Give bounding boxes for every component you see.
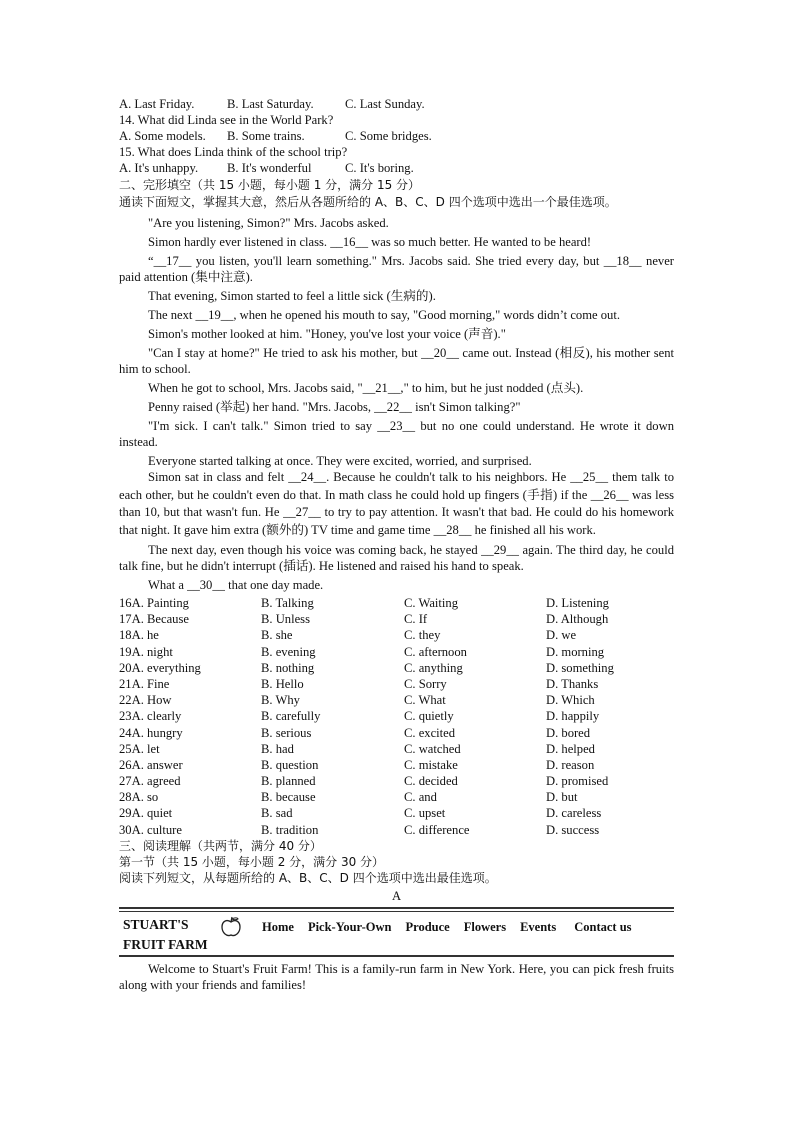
farm-brand bbox=[123, 915, 208, 955]
choice-option: D. morning bbox=[546, 644, 605, 659]
nav-item-flowers[interactable]: Flowers bbox=[463, 919, 507, 934]
choice-option: B. nothing bbox=[261, 660, 315, 675]
passage-paragraph: The next day, even though his voice was coming back, he stayed __29__ again. The third day, he could talk fine, but he didn't interrupt (插话). He listened and raised his hand to speak. bbox=[119, 543, 674, 573]
choice-option: 19A. night bbox=[119, 644, 173, 659]
choice-option: 21A. Fine bbox=[119, 676, 170, 691]
cloze-choices bbox=[119, 595, 674, 838]
nav-item-produce[interactable]: Produce bbox=[405, 919, 450, 934]
choice-option: 22A. How bbox=[119, 693, 172, 708]
passage-paragraph: What a __30__ that one day made. bbox=[148, 578, 324, 592]
choice-option: D. we bbox=[546, 628, 577, 643]
choice-option: 29A. quiet bbox=[119, 806, 173, 821]
choice-option: D. but bbox=[546, 790, 578, 805]
choice-option: 28A. so bbox=[119, 790, 159, 805]
q14-question: 14. What did Linda see in the World Park? bbox=[119, 113, 334, 127]
brand-line1: STUART'S bbox=[123, 916, 189, 932]
q15-options bbox=[119, 160, 674, 176]
cloze-passage bbox=[119, 215, 674, 593]
choice-option: D. success bbox=[546, 822, 600, 837]
passage-paragraph: Everyone started talking at once. They were excited, worried, and surprised. bbox=[148, 454, 532, 468]
passage-paragraph: That evening, Simon started to feel a little sick (生病的). bbox=[148, 289, 436, 303]
choice-option: B. serious bbox=[261, 725, 312, 740]
choice-option: C. upset bbox=[404, 806, 446, 821]
nav-item-pick-your-own[interactable]: Pick-Your-Own bbox=[307, 919, 392, 934]
reading-instruction: 阅读下列短文，从每题所给的 A、B、C、D 四个选项中选出最佳选项。 bbox=[119, 870, 497, 885]
farm-website-header bbox=[119, 907, 674, 957]
farm-nav bbox=[262, 919, 632, 935]
choice-option: C. excited bbox=[404, 725, 456, 740]
choice-option: C. mistake bbox=[404, 757, 458, 772]
q14-options bbox=[119, 128, 674, 144]
choice-option: D. something bbox=[546, 660, 614, 675]
choice-option: C. Sorry bbox=[404, 676, 447, 691]
choice-option: D. Thanks bbox=[546, 676, 599, 691]
choice-option: 16A. Painting bbox=[119, 596, 189, 610]
choice-option: B. Unless bbox=[261, 612, 310, 627]
choice-option: C. anything bbox=[404, 660, 463, 675]
passage-paragraph: "Are you listening, Simon?" Mrs. Jacobs asked. bbox=[148, 216, 389, 230]
choice-option: B. planned bbox=[261, 774, 316, 789]
choice-option: B. had bbox=[261, 741, 294, 756]
exam-page bbox=[119, 96, 674, 993]
choice-option: B. Talking bbox=[261, 596, 314, 610]
option: B. Some trains. bbox=[227, 129, 305, 143]
choice-option: C. decided bbox=[404, 774, 458, 789]
passage-paragraph: Penny raised (举起) her hand. "Mrs. Jacobs, __22__ isn't Simon talking?" bbox=[148, 400, 521, 414]
choice-option: D. careless bbox=[546, 806, 602, 821]
passage-paragraph: “__17__ you listen, you'll learn something." Mrs. Jacobs said. She tried every day, but __18__ never paid attention (集中注意). bbox=[119, 254, 674, 284]
passage-paragraph: "Can I stay at home?" He tried to ask his mother, but __20__ came out. Instead (相反), his mother sent him to school. bbox=[119, 346, 674, 376]
choice-option: B. Why bbox=[261, 693, 300, 708]
choice-option: B. because bbox=[261, 790, 316, 805]
choice-option: D. bored bbox=[546, 725, 591, 740]
choice-option: C. What bbox=[404, 693, 446, 708]
brand-line2: FRUIT FARM bbox=[123, 936, 208, 952]
passage-paragraph: Simon hardly ever listened in class. __16__ was so much better. He wanted to be heard! bbox=[148, 235, 592, 249]
option: A. Last Friday. bbox=[119, 97, 195, 111]
choice-option: B. question bbox=[261, 757, 319, 772]
choice-option: D. reason bbox=[546, 757, 595, 772]
option: A. It's unhappy. bbox=[119, 161, 199, 175]
cloze-heading: 二、完形填空（共 15 小题，每小题 1 分，满分 15 分） bbox=[119, 178, 421, 192]
passage-label: A bbox=[391, 888, 402, 903]
choice-option: 30A. culture bbox=[119, 822, 182, 837]
choice-option: 20A. everything bbox=[119, 660, 201, 675]
nav-item-home[interactable]: Home bbox=[262, 919, 294, 934]
choice-option: C. quietly bbox=[404, 709, 454, 724]
option: C. Last Sunday. bbox=[345, 97, 425, 111]
choice-option: B. tradition bbox=[261, 822, 319, 837]
choice-option: C. afternoon bbox=[404, 644, 467, 659]
passage-paragraph: When he got to school, Mrs. Jacobs said, "__21__," to him, but he just nodded (点头). bbox=[148, 381, 584, 395]
choice-option: 25A. let bbox=[119, 741, 160, 756]
passage-paragraph: Simon's mother looked at him. "Honey, you've lost your voice (声音)." bbox=[148, 327, 506, 341]
choice-option: D. helped bbox=[546, 741, 595, 756]
choice-option: 17A. Because bbox=[119, 612, 189, 627]
choice-option: D. Listening bbox=[546, 596, 609, 610]
choice-option: B. Hello bbox=[261, 676, 304, 691]
choice-option: 24A. hungry bbox=[119, 725, 183, 740]
choice-option: D. Although bbox=[546, 612, 609, 627]
choice-option: D. promised bbox=[546, 774, 609, 789]
choice-option: B. she bbox=[261, 628, 293, 643]
cloze-instruction: 通读下面短文，掌握其大意，然后从各题所给的 A、B、C、D 四个选项中选出一个最佳选项。 bbox=[119, 195, 617, 209]
choice-option: 27A. agreed bbox=[119, 774, 181, 789]
choice-option: 26A. answer bbox=[119, 757, 183, 772]
nav-item-contact-us[interactable]: Contact us bbox=[574, 919, 632, 934]
choice-option: C. they bbox=[404, 628, 441, 643]
choice-option: C. watched bbox=[404, 741, 461, 756]
reading-section-heading: 第一节（共 15 小题，每小题 2 分，满分 30 分） bbox=[119, 854, 385, 869]
choice-option: B. evening bbox=[261, 644, 316, 659]
option: B. Last Saturday. bbox=[227, 97, 314, 111]
choice-option: C. Waiting bbox=[404, 596, 459, 610]
q15-question: 15. What does Linda think of the school trip? bbox=[119, 145, 348, 159]
passage-paragraph: The next __19__, when he opened his mouth to say, "Good morning," words didn’t come out. bbox=[148, 308, 620, 322]
passage-paragraph: "I'm sick. I can't talk." Simon tried to say __23__ but no one could understand. He wrote it down instead. bbox=[119, 419, 674, 449]
choice-option: C. and bbox=[404, 790, 437, 805]
choice-option: B. sad bbox=[261, 806, 293, 821]
option: C. It's boring. bbox=[345, 161, 414, 175]
option: C. Some bridges. bbox=[345, 129, 432, 143]
choice-option: 23A. clearly bbox=[119, 709, 182, 724]
farm-intro: Welcome to Stuart's Fruit Farm! This is a family-run farm in New York. Here, you can pick fresh fruits along with your friends and families! bbox=[119, 961, 674, 992]
choice-option: C. difference bbox=[404, 822, 470, 837]
choice-option: D. happily bbox=[546, 709, 600, 724]
choice-option: B. carefully bbox=[261, 709, 321, 724]
option: B. It's wonderful bbox=[227, 161, 312, 175]
option: A. Some models. bbox=[119, 129, 206, 143]
q13-options bbox=[119, 96, 674, 112]
apple-icon bbox=[219, 915, 243, 939]
passage-paragraph: Simon sat in class and felt __24__. Because he couldn't talk to his neighbors. He __25__ them talk to each other, but he couldn't even do that. In math class he could hold up fingers (手指) if the __26__ was less than 10, but that wasn't fun. He __27__ to try to pay attention. It wasn't that bad. He could do his homework that night. It gave him extra (额外的) TV time and game time __28__ he finished all his work. bbox=[119, 470, 674, 537]
choice-option: C. If bbox=[404, 612, 428, 627]
reading-heading: 三、阅读理解（共两节，满分 40 分） bbox=[119, 838, 322, 853]
choice-option: 18A. he bbox=[119, 628, 159, 643]
nav-item-events[interactable]: Events bbox=[520, 919, 557, 934]
choice-option: D. Which bbox=[546, 693, 595, 708]
